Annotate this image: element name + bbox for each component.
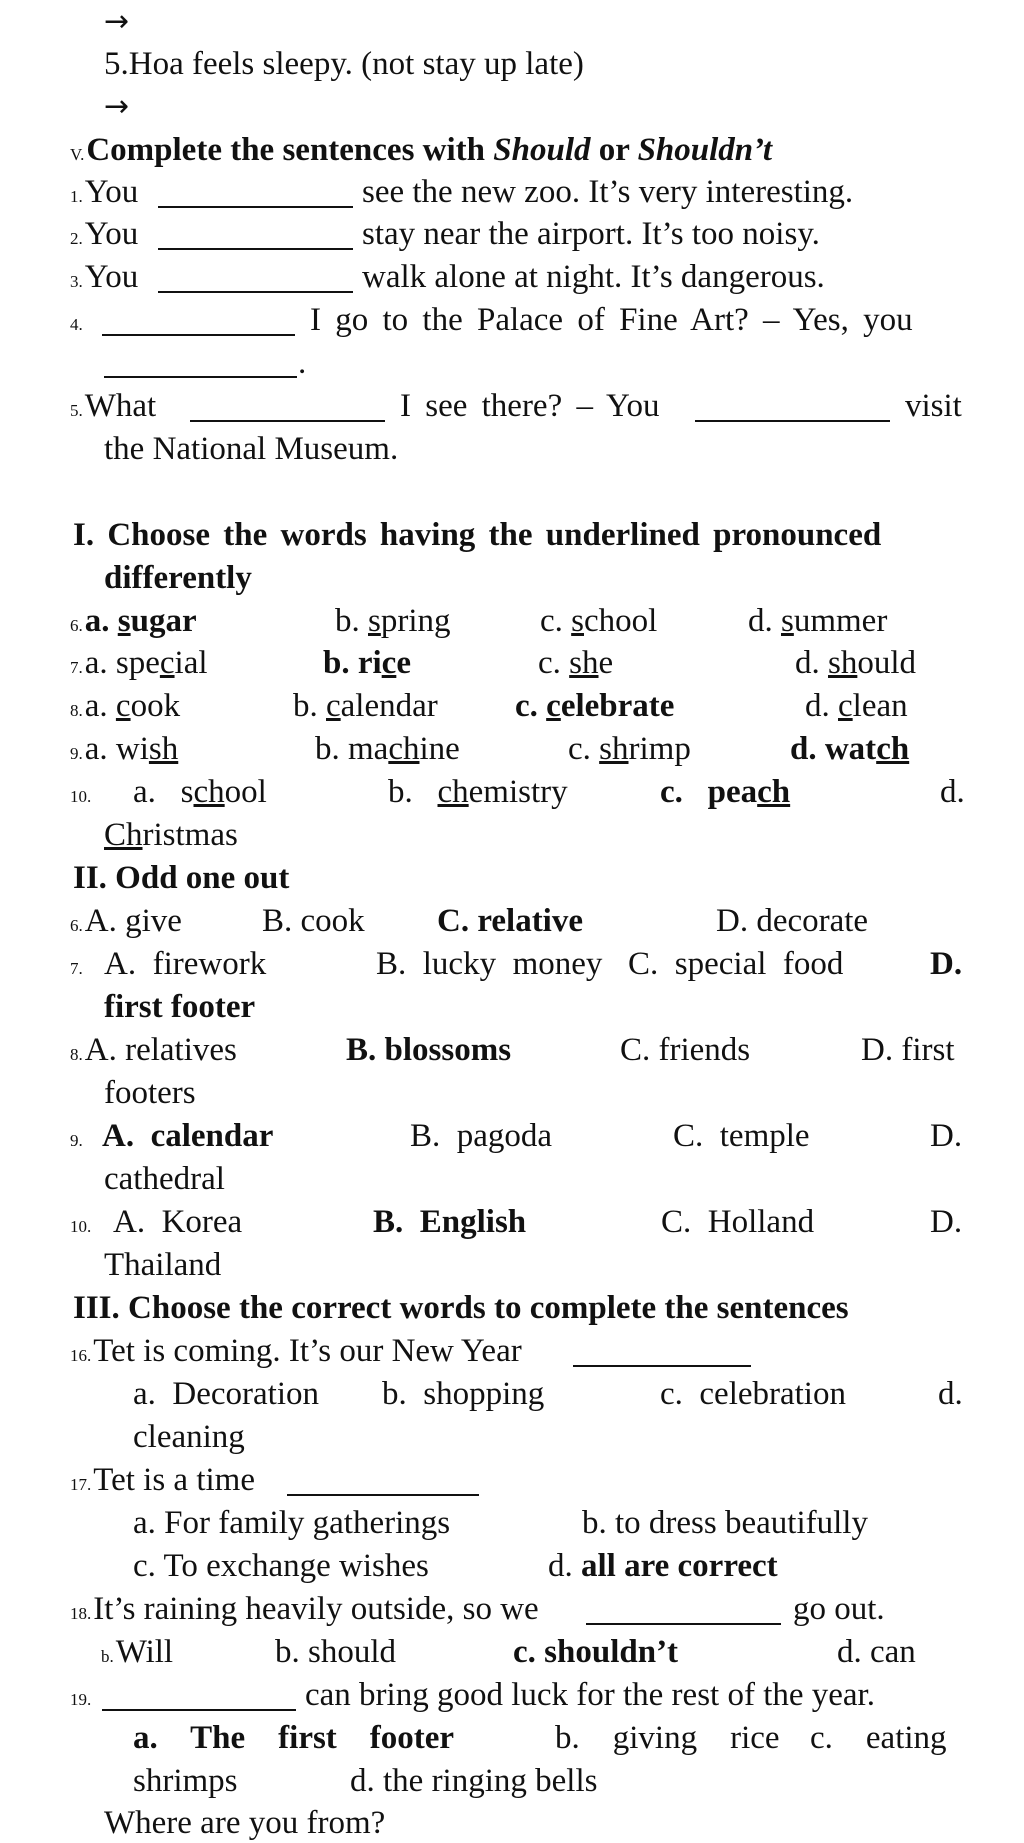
item-pre: You	[84, 174, 139, 210]
item-number: 7.	[70, 658, 83, 677]
i-row-8-d[interactable]: d. clean	[805, 688, 908, 724]
ii-row-7-c[interactable]: C. special food	[628, 946, 844, 982]
q19-b[interactable]: b. giving rice	[555, 1720, 780, 1756]
v-item-5-cont: the National Museum.	[104, 431, 399, 467]
title-shouldnt: Shouldn’t	[637, 132, 773, 168]
ii-row-9-d[interactable]: D.	[930, 1118, 963, 1154]
q18-b[interactable]: b. should	[275, 1634, 397, 1670]
ii-row-8-b[interactable]: B. blossoms	[346, 1032, 512, 1068]
ii-row-6-a[interactable]: 6.A. give	[70, 901, 182, 946]
i-row-9-c[interactable]: c. shrimp	[568, 731, 691, 767]
q19-stem	[70, 1675, 93, 1720]
section-number: V.	[70, 145, 85, 164]
item-number: 1.	[70, 187, 83, 206]
i-row-8-c[interactable]: c. celebrate	[515, 688, 675, 724]
q19-c-cont[interactable]: shrimps	[133, 1763, 238, 1799]
question-5-text: 5.Hoa feels sleepy. (not stay up late)	[104, 46, 584, 82]
i-row-10-d[interactable]: d.	[940, 774, 965, 810]
q17-a[interactable]: a. For family gatherings	[133, 1505, 451, 1541]
section-iii-title: III. Choose the correct words to complete the sentences	[73, 1290, 849, 1326]
i-row-9-a[interactable]: 9.a. wish	[70, 729, 178, 774]
q19-post: can bring good luck for the rest of the year.	[305, 1677, 875, 1713]
item-pre: You	[84, 216, 139, 252]
ii-row-7-a[interactable]: A. firework	[104, 946, 267, 982]
q18-stem: 18.It’s raining heavily outside, so we	[70, 1589, 539, 1634]
v-item-4-post: I go to the Palace of Fine Art? – Yes, you	[310, 302, 913, 338]
answer-blank[interactable]	[158, 180, 353, 208]
i-row-8-b[interactable]: b. calendar	[293, 688, 438, 724]
q16-b[interactable]: b. shopping	[382, 1376, 545, 1412]
answer-blank[interactable]	[104, 350, 297, 378]
q17-stem: 17.Tet is a time	[70, 1460, 255, 1505]
item-number: 4.	[70, 315, 83, 334]
q17-c[interactable]: c. To exchange wishes	[133, 1548, 429, 1584]
ii-row-6-b[interactable]: B. cook	[262, 903, 365, 939]
i-row-6-a[interactable]: 6.a. sugar	[70, 601, 197, 646]
i-row-7-c[interactable]: c. she	[538, 645, 614, 681]
ii-row-9-c[interactable]: C. temple	[673, 1118, 810, 1154]
title-should: Should	[493, 132, 591, 168]
item-number: 2.	[70, 229, 83, 248]
ii-row-10-c[interactable]: C. Holland	[661, 1204, 815, 1240]
item-pre: What	[84, 388, 157, 424]
i-row-6-c[interactable]: c. school	[540, 603, 658, 639]
item-number: 8.	[70, 701, 83, 720]
i-row-10-c[interactable]: c. peach	[660, 774, 791, 810]
ii-row-10-b[interactable]: B. English	[373, 1204, 527, 1240]
i-row-10-d-cont[interactable]: Christmas	[104, 817, 238, 853]
q16-c[interactable]: c. celebration	[660, 1376, 846, 1412]
ii-row-10-a[interactable]: A. Korea	[113, 1204, 243, 1240]
ii-row-10-d[interactable]: D.	[930, 1204, 963, 1240]
q17-d[interactable]: d. all are correct	[548, 1548, 778, 1584]
i-row-7-b[interactable]: b. rice	[323, 645, 411, 681]
q16-stem: 16.Tet is coming. It’s our New Year	[70, 1331, 522, 1376]
i-row-8-a[interactable]: 8.a. cook	[70, 686, 180, 731]
answer-blank[interactable]	[573, 1339, 751, 1367]
v-item-2-post: stay near the airport. It’s too noisy.	[362, 216, 820, 252]
q17-b[interactable]: b. to dress beautifully	[582, 1505, 868, 1541]
ii-row-8-d-cont[interactable]: footers	[104, 1075, 196, 1111]
section-i-title-cont: differently	[104, 560, 252, 596]
ii-row-7-b[interactable]: B. lucky money	[376, 946, 603, 982]
ii-row-8-a[interactable]: 8.A. relatives	[70, 1030, 237, 1075]
section-i-title: I. Choose the words having the underlined pronounced	[73, 517, 882, 553]
item-number: 10.	[70, 1217, 92, 1236]
section-ii-title: II. Odd one out	[73, 860, 290, 896]
item-number: 6.	[70, 616, 83, 635]
ii-row-8-c[interactable]: C. friends	[620, 1032, 751, 1068]
q18-d[interactable]: d. can	[837, 1634, 916, 1670]
ii-row-6-c[interactable]: C. relative	[437, 903, 584, 939]
v-item-2	[70, 214, 138, 259]
ii-row-9-num	[70, 1116, 85, 1161]
v-item-1	[70, 172, 138, 217]
section-v-title	[70, 130, 772, 175]
item-number: 17.	[70, 1475, 92, 1494]
ii-row-10-d-cont[interactable]: Thailand	[104, 1247, 222, 1283]
title-text: Complete the sentences with	[86, 132, 494, 168]
answer-blank[interactable]	[102, 308, 295, 336]
q18-a[interactable]: b.Will	[101, 1632, 173, 1677]
i-row-9-b[interactable]: b. machine	[315, 731, 460, 767]
answer-blank[interactable]	[287, 1468, 479, 1496]
v-item-1-post: see the new zoo. It’s very interesting.	[362, 174, 854, 210]
item-number: 16.	[70, 1346, 92, 1365]
answer-blank[interactable]	[102, 1683, 296, 1711]
item-number: 5.	[70, 401, 83, 420]
q19-a[interactable]: a. The first footer	[133, 1720, 455, 1756]
q16-d[interactable]: d.	[938, 1376, 963, 1412]
arrow-line-1: →	[104, 4, 130, 39]
item-number: 9.	[70, 1131, 83, 1150]
v-item-5-mid: I see there? – You	[400, 388, 660, 424]
answer-blank[interactable]	[158, 265, 353, 293]
ii-row-10-num	[70, 1202, 93, 1247]
ii-row-7-d[interactable]: D.	[930, 946, 963, 982]
i-row-10-a[interactable]: a. school	[133, 774, 267, 810]
ii-row-7-d-cont[interactable]: first footer	[104, 989, 256, 1025]
q19-d[interactable]: d. the ringing bells	[350, 1763, 598, 1799]
item-pre: You	[84, 259, 139, 295]
title-or: or	[590, 132, 638, 168]
ii-row-9-b[interactable]: B. pagoda	[410, 1118, 553, 1154]
ii-row-9-d-cont[interactable]: cathedral	[104, 1161, 225, 1197]
item-number: 6.	[70, 916, 83, 935]
item-number: 18.	[70, 1604, 92, 1623]
q18-c[interactable]: c. shouldn’t	[513, 1634, 679, 1670]
i-row-6-b[interactable]: b. spring	[335, 603, 451, 639]
q18-post: go out.	[793, 1591, 885, 1627]
i-row-9-d[interactable]: d. watch	[790, 731, 910, 767]
item-number: 7.	[70, 959, 83, 978]
q19-c[interactable]: c. eating	[810, 1720, 947, 1756]
v-item-3	[70, 257, 138, 302]
item-number: 9.	[70, 744, 83, 763]
answer-blank[interactable]	[190, 394, 385, 422]
q20-partial: Where are you from?	[104, 1805, 386, 1841]
q16-d-cont[interactable]: cleaning	[133, 1419, 245, 1455]
v-item-4-end: .	[298, 345, 307, 381]
i-row-10-num	[70, 772, 93, 817]
ii-row-8-d[interactable]: D. first	[861, 1032, 955, 1068]
item-number: 3.	[70, 272, 83, 291]
ii-row-6-d[interactable]: D. decorate	[716, 903, 869, 939]
v-item-3-post: walk alone at night. It’s dangerous.	[362, 259, 825, 295]
i-row-7-d[interactable]: d. should	[795, 645, 917, 681]
ii-row-7-num	[70, 944, 85, 989]
v-item-5	[70, 386, 156, 431]
i-row-10-b[interactable]: b. chemistry	[388, 774, 568, 810]
item-number: 10.	[70, 787, 92, 806]
answer-blank[interactable]	[695, 394, 890, 422]
v-item-5-post: visit	[905, 388, 962, 424]
item-number: 19.	[70, 1690, 92, 1709]
answer-blank[interactable]	[158, 222, 353, 250]
item-number: 8.	[70, 1045, 83, 1064]
arrow-line-2: →	[104, 89, 130, 124]
i-row-7-a[interactable]: 7.a. special	[70, 643, 208, 688]
item-number: b.	[101, 1647, 114, 1666]
ii-row-9-a[interactable]: A. calendar	[102, 1118, 274, 1154]
q16-a[interactable]: a. Decoration	[133, 1376, 319, 1412]
i-row-6-d[interactable]: d. summer	[748, 603, 888, 639]
answer-blank[interactable]	[586, 1597, 781, 1625]
v-item-4	[70, 300, 85, 345]
